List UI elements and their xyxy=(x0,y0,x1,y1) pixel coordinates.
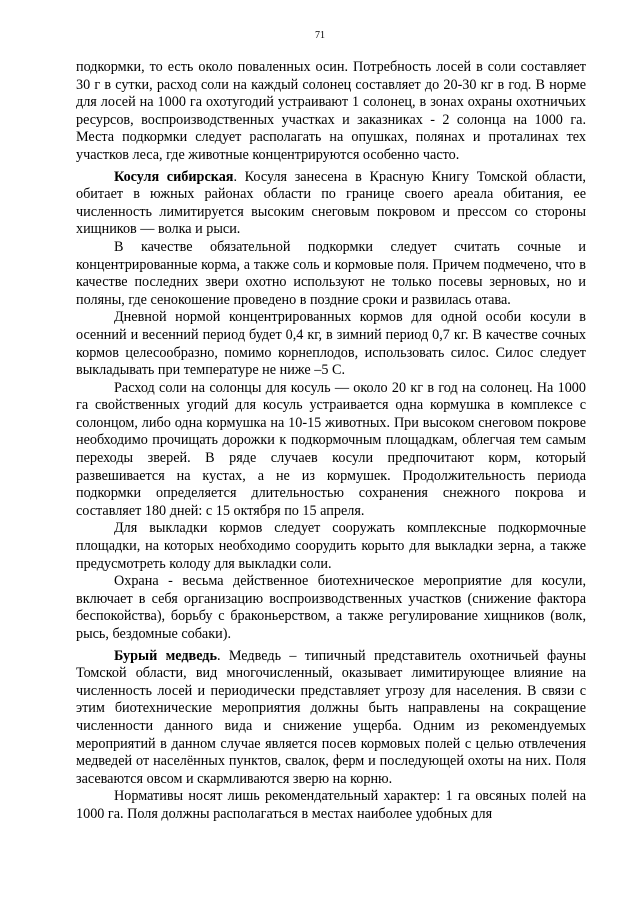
paragraph-brown-bear-intro xyxy=(76,648,586,789)
section-heading-roe-deer: Косуля сибирская xyxy=(114,168,234,185)
paragraph-text: подкормки, то есть около поваленных осин. Потребность лосей в соли составляет 30 г в сутки, расход соли на каждый солонец составляет до 20-30 кг в год. В норме для лосей на 1000 га охотугодий устраивают 1 солонец, в зонах охраны охотничьих ресурсов, воспроизводственных участках и заказниках - 2 солонца на 1000 га. Места подкормки следует располагать на опушках, полянах и проталинах тех участков леса, где животные концентрируются особенно часто. xyxy=(76,59,586,163)
paragraph-text: . Косуля занесена в Красную Книгу Томской области, обитает в южных районах области по границе своего ареала обитания, ее численность лимитируется высоким снеговым покровом и прессом со стороны хищников — волка и рыси. xyxy=(76,168,586,238)
paragraph-brown-bear-norms xyxy=(76,788,586,823)
page-number: 71 xyxy=(315,30,325,41)
document-body xyxy=(76,59,586,824)
paragraph-text: Дневной нормой концентрированных кормов для одной особи косули в осенний и весенний период будет 0,4 кг, в зимний период 0,7 кг. В качестве сочных кормов целесообразно, помимо корнеплодов, использовать силос. Силос следует выкладывать при температуре не ниже –5 С. xyxy=(76,309,586,379)
paragraph-moose-salt-licks xyxy=(76,59,586,165)
paragraph-roe-deer-feeding-sites xyxy=(76,520,586,573)
paragraph-text: Расход соли на солонцы для косуль — около 20 кг в год на солонец. На 1000 га свойственных угодий для косуль устраивается одна кормушка в комплексе с солонцом, либо одна кормушка на 10-15 животных. При высоком снеговом покрове необходимо прочищать дорожки к подкормочным площадкам, облегчая тем самым переходы зверей. В ряде случаев косули предпочитают корм, который развешивается на кустах, а не из кормушек. Продолжительность периода подкормки определяется длительностью сохранения снежного покрова и составляет 180 дней: с 15 октября по 15 апреля. xyxy=(76,379,586,519)
paragraph-roe-deer-salt xyxy=(76,380,586,521)
paragraph-text: . Медведь – типичный представитель охотничьей фауны Томской области, вид многочисленный, оказывает лимитирующее влияние на численность лосей и периодически представляет угрозу для населения. В связи с этим биотехнические мероприятия должны быть направлены на сокращение численности данного вида и снижение ущерба. Одним из рекомендуемых мероприятий в данном случае является посев кормовых полей с целью отвлечения медведей от населённых пунктов, свалок, ферм и последующей охоты на них. Поля засеваются овсом и скармливаются зверю на корню. xyxy=(76,647,586,787)
paragraph-roe-deer-feed xyxy=(76,239,586,309)
paragraph-roe-deer-intro xyxy=(76,169,586,239)
paragraph-text: В качестве обязательной подкормки следует считать сочные и концентрированные корма, а также соль и кормовые поля. Причем подмечено, что в качестве последних звери охотно используют не только посевы зерновых, но и поляны, где сенокошение проведено в поздние сроки и развилась отава. xyxy=(76,238,586,308)
paragraph-roe-deer-protection xyxy=(76,573,586,643)
section-heading-brown-bear: Бурый медведь xyxy=(114,647,217,664)
paragraph-text: Охрана - весьма действенное биотехническое мероприятие для косули, включает в себя организацию воспроизводственных участков (снижение фактора беспокойства), борьбу с браконьерством, а также регулирование хищников (волк, рысь, бездомные собаки). xyxy=(76,573,586,642)
paragraph-roe-deer-daily-norm xyxy=(76,309,586,379)
paragraph-text: Нормативы носят лишь рекомендательный характер: 1 га овсяных полей на 1000 га. Поля должны располагаться в местах наиболее удобных для xyxy=(76,788,586,822)
paragraph-text: Для выкладки кормов следует сооружать комплексные подкормочные площадки, на которых необходимо соорудить корыто для выкладки зерна, а также предусмотреть колоду для выкладки соли. xyxy=(76,520,586,572)
